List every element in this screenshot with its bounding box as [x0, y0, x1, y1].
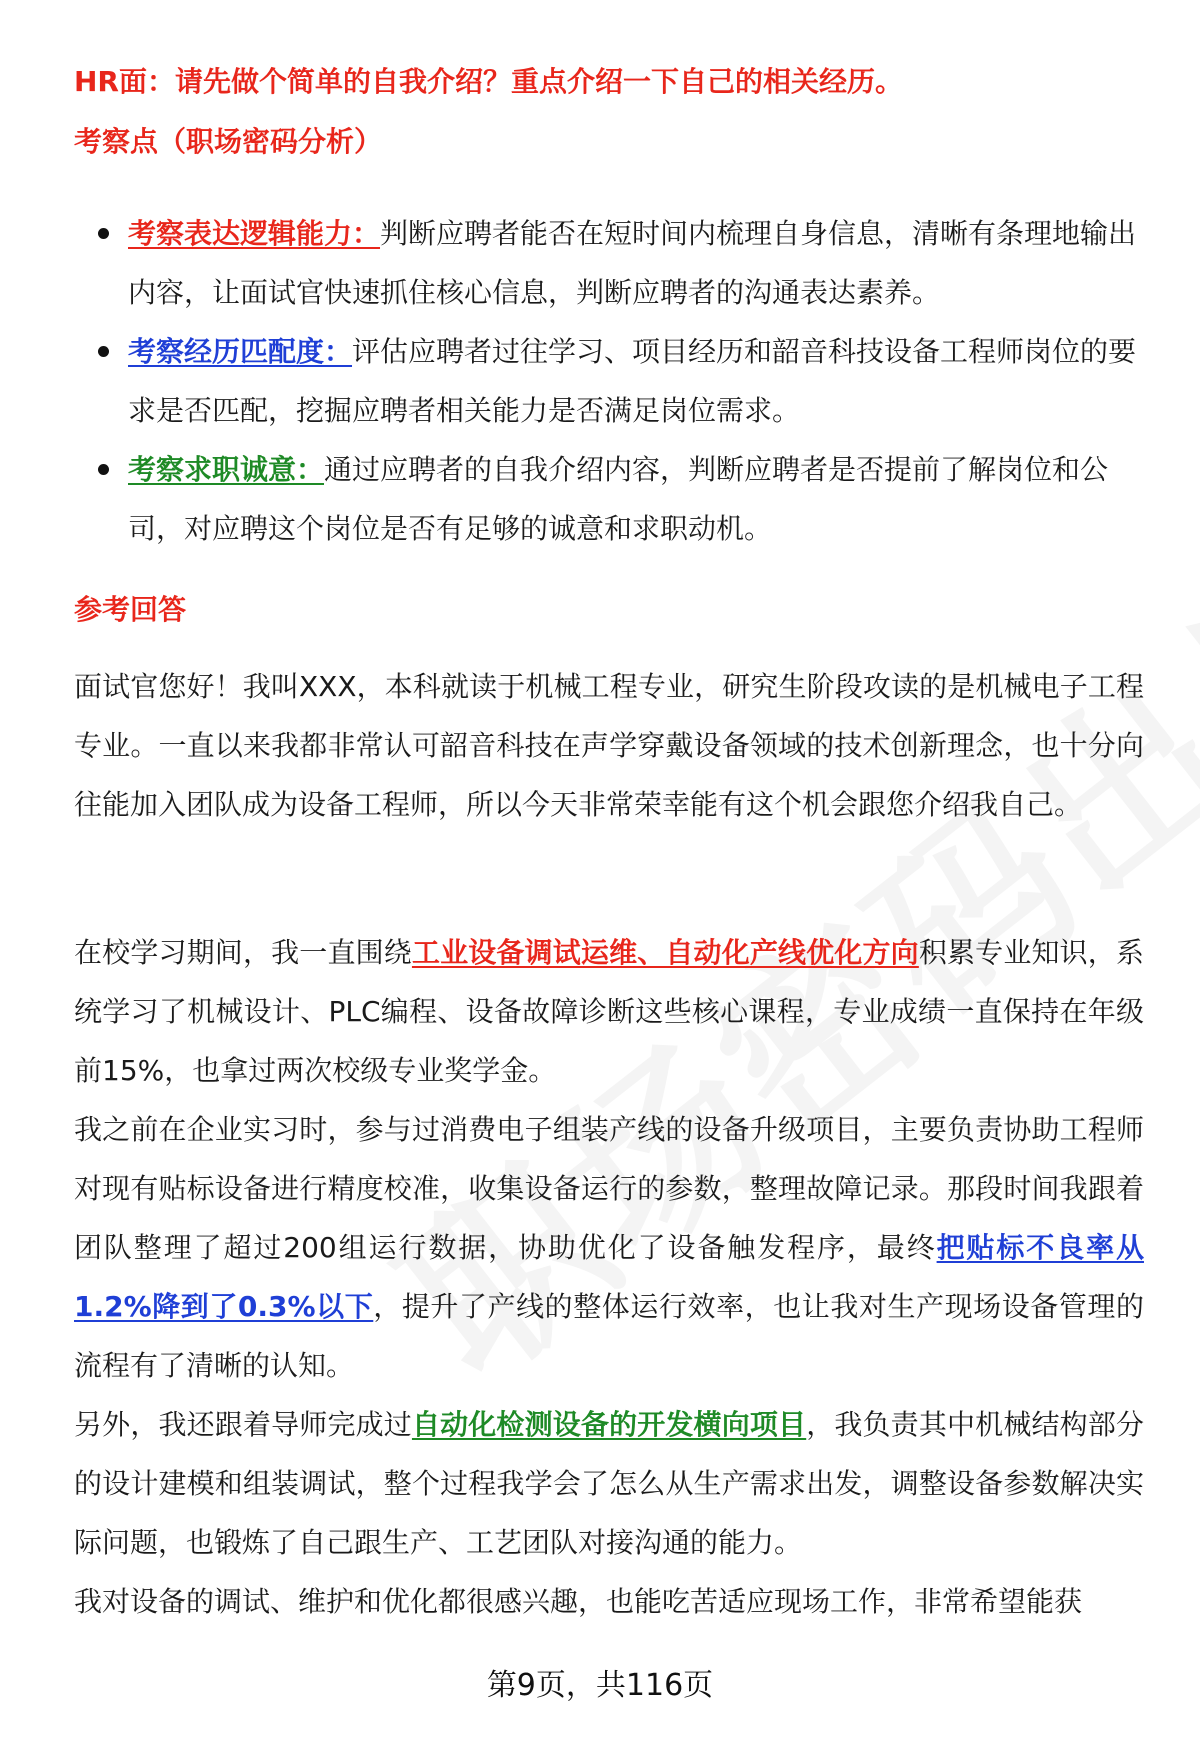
answer-paragraph-3 [74, 1100, 1144, 1395]
bullet-label: 考察求职诚意： [128, 453, 325, 486]
bullet-label: 考察表达逻辑能力： [128, 217, 381, 250]
answer-heading: 参考回答 [74, 593, 187, 626]
answer-paragraph-4 [74, 1395, 1144, 1572]
bullet-text: 通过应聘者的自我介绍内容，判断应聘者是否提前了解岗位和公司，对应聘这个岗位是否有足够的诚意和求职动机。 [128, 453, 1109, 545]
p3-text-before: 我之前在企业实习时，参与过消费电子组装产线的设备升级项目，主要负责协助工程师对现有贴标设备进行精度校准，收集设备运行的参数，整理故障记录。那段时间我跟着团队整理了超过200组运行数据，协助优化了设备触发程序，最终 [74, 1113, 1144, 1264]
list-item [74, 204, 1144, 322]
p3-text-after: ，提升了产线的整体运行效率，也让我对生产现场设备管理的流程有了清晰的认知。 [74, 1290, 1144, 1382]
bullet-label: 考察经历匹配度： [128, 335, 353, 368]
answer-paragraph-1: 面试官您好！我叫XXX，本科就读于机械工程专业，研究生阶段攻读的是机械电子工程专业。一直以来我都非常认可韶音科技在声学穿戴设备领域的技术创新理念，也十分向往能加入团队成为设备工程师，所以今天非常荣幸能有这个机会跟您介绍我自己。 [74, 670, 1144, 821]
p2-highlight: 工业设备调试运维、自动化产线优化方向 [411, 936, 919, 969]
bullet-text: 评估应聘者过往学习、项目经历和韶音科技设备工程师岗位的要求是否匹配，挖掘应聘者相关能力是否满足岗位需求。 [128, 335, 1137, 427]
p2-text-after: 积累专业知识，系统学习了机械设计、PLC编程、设备故障诊断这些核心课程，专业成绩一直保持在年级前15%，也拿过两次校级专业奖学金。 [74, 936, 1144, 1087]
p2-text-before: 在校学习期间，我一直围绕 [74, 936, 412, 969]
answer-paragraph-5: 我对设备的调试、维护和优化都很感兴趣，也能吃苦适应现场工作，非常希望能获 [74, 1585, 1083, 1618]
focus-heading: 考察点（职场密码分析） [74, 125, 383, 158]
p4-text-after: ，我负责其中机械结构部分的设计建模和组装调试，整个过程我学会了怎么从生产需求出发，调整设备参数解决实际问题，也锻炼了自己跟生产、工艺团队对接沟通的能力。 [74, 1408, 1144, 1559]
bullet-icon [98, 464, 109, 475]
page-number: 第9页，共116页 [486, 1668, 714, 1703]
p3-highlight: 把贴标不良率从1.2%降到了0.3%以下 [74, 1231, 1144, 1323]
p4-highlight: 自动化检测设备的开发横向项目 [411, 1408, 807, 1441]
answer-paragraph-2 [74, 923, 1144, 1100]
bullet-text: 判断应聘者能否在短时间内梳理自身信息，清晰有条理地输出内容，让面试官快速抓住核心信息，判断应聘者的沟通表达素养。 [128, 217, 1137, 309]
p4-text-before: 另外，我还跟着导师完成过 [74, 1408, 412, 1441]
question-title: HR面：请先做个简单的自我介绍？重点介绍一下自己的相关经历。 [74, 65, 903, 98]
bullet-icon [98, 228, 109, 239]
list-item [74, 322, 1144, 440]
bullet-icon [98, 346, 109, 357]
focus-list [74, 204, 1144, 558]
list-item [74, 440, 1144, 558]
